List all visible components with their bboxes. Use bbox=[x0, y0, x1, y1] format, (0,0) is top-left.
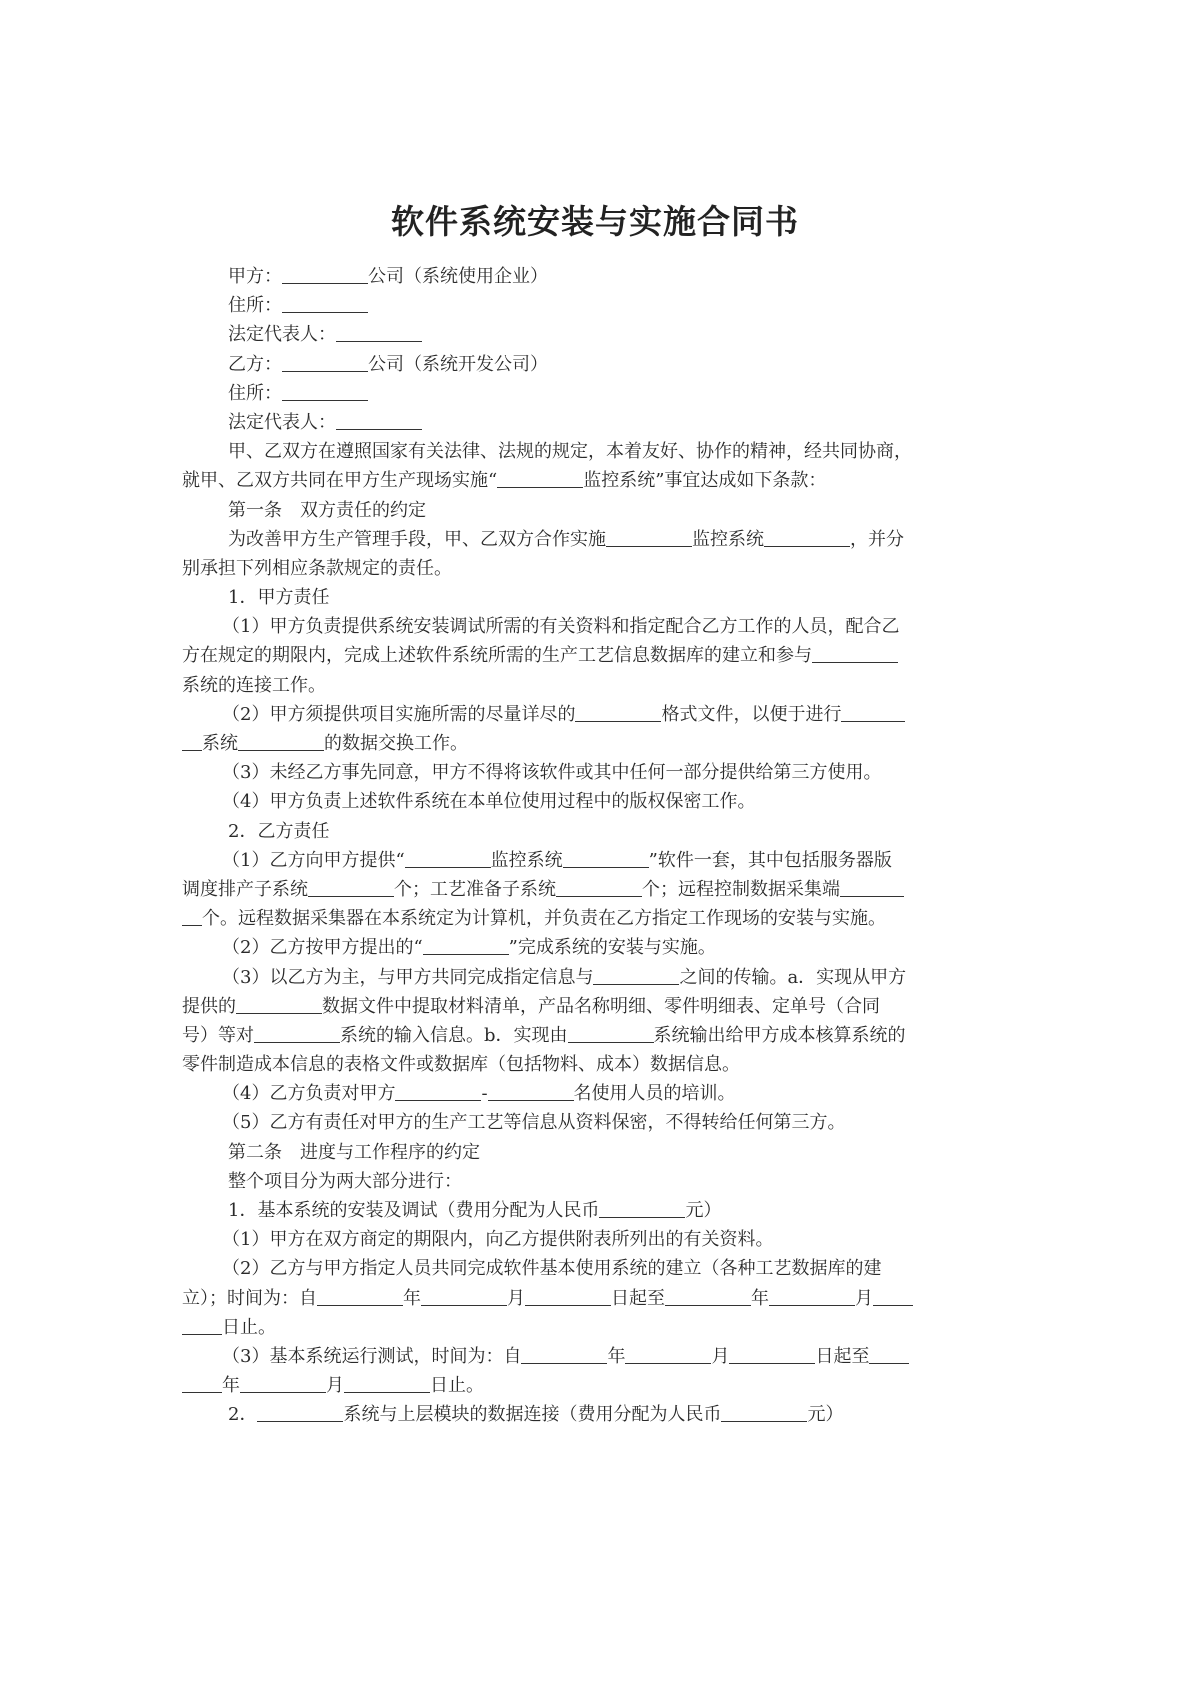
a1-line-3: 系统的连接工作。 bbox=[182, 674, 326, 696]
text: 之间的传输。a．实现从甲方 bbox=[679, 966, 907, 988]
blank-field[interactable] bbox=[254, 1025, 340, 1043]
text: 方在规定的期限内，完成上述软件系统所需的生产工艺信息数据库的建立和参与 bbox=[182, 645, 812, 667]
blank-field[interactable] bbox=[238, 733, 324, 751]
article-2-intro: 整个项目分为两大部分进行： bbox=[228, 1170, 462, 1192]
s1-item-2-line-2 bbox=[182, 1284, 1016, 1313]
blank-field[interactable] bbox=[344, 1375, 430, 1393]
a3: （3）未经乙方事先同意，甲方不得将该软件或其中任何一部分提供给第三方使用。 bbox=[222, 762, 882, 784]
blank-field[interactable] bbox=[521, 1346, 607, 1364]
text: 就甲、乙双方共同在甲方生产现场实施“ bbox=[182, 470, 498, 492]
a1-line-2 bbox=[182, 641, 1016, 670]
text: 日止。 bbox=[222, 1316, 276, 1338]
text: 的数据交换工作。 bbox=[324, 733, 468, 754]
blank-field[interactable] bbox=[282, 295, 368, 313]
article-1-intro-line-2: 别承担下列相应条款规定的责任。 bbox=[182, 557, 452, 579]
party-a-suffix: 公司（系统使用企业） bbox=[368, 266, 548, 287]
blank-field[interactable] bbox=[282, 266, 368, 284]
b5: （5）乙方有责任对甲方的生产工艺等信息从资料保密，不得转给任何第三方。 bbox=[222, 1112, 846, 1134]
party-a-address bbox=[182, 291, 1016, 320]
address-label: 住所： bbox=[228, 382, 282, 404]
representative-label: 法定代表人： bbox=[228, 324, 336, 346]
text: 月 bbox=[711, 1345, 730, 1367]
blank-field[interactable] bbox=[257, 1404, 343, 1422]
text: 系统 bbox=[202, 733, 238, 754]
party-b-label: 乙方： bbox=[228, 353, 282, 375]
text: 日起至 bbox=[611, 1287, 665, 1309]
document-title: 软件系统安装与实施合同书 bbox=[391, 202, 799, 241]
text: 个；工艺准备子系统 bbox=[394, 878, 556, 900]
article-title: 进度与工作程序的约定 bbox=[300, 1141, 480, 1163]
blank-field[interactable] bbox=[182, 1375, 222, 1393]
text: 个。远程数据采集器在本系统定为计算机，并负责在乙方指定工作现场的安装与实施。 bbox=[202, 908, 886, 930]
preamble-line-1: 甲、乙双方在遵照国家有关法律、法规的规定，本着友好、协作的精神，经共同协商， bbox=[228, 441, 912, 463]
article-number: 第一条 bbox=[228, 499, 282, 521]
text: 系统的输入信息。b．实现由 bbox=[340, 1024, 568, 1046]
text: 系统与上层模块的数据连接（费用分配为人民币 bbox=[343, 1404, 722, 1426]
text: （2）乙方按甲方提出的“ bbox=[222, 937, 423, 959]
blank-field[interactable] bbox=[240, 1375, 326, 1393]
text: 日起至 bbox=[815, 1345, 870, 1367]
b4 bbox=[182, 1079, 1016, 1108]
section-2-heading bbox=[182, 1400, 1016, 1429]
blank-field[interactable] bbox=[625, 1346, 711, 1364]
blank-field[interactable] bbox=[282, 383, 368, 401]
party-b-responsibility-heading: 2．乙方责任 bbox=[228, 820, 330, 842]
blank-field[interactable] bbox=[575, 704, 661, 722]
b3-line-4: 零件制造成本信息的表格文件或数据库（包括物料、成本）数据信息。 bbox=[182, 1054, 740, 1076]
blank-field[interactable] bbox=[282, 354, 368, 372]
s1-item-3-line-2 bbox=[182, 1371, 1016, 1400]
blank-field[interactable] bbox=[563, 850, 649, 868]
text: 月 bbox=[855, 1287, 873, 1309]
text: 年 bbox=[751, 1287, 769, 1309]
blank-field[interactable] bbox=[840, 879, 904, 897]
text: （3）基本系统运行测试，时间为：自 bbox=[222, 1345, 522, 1367]
a4: （4）甲方负责上述软件系统在本单位使用过程中的版权保密工作。 bbox=[222, 791, 756, 813]
representative-label: 法定代表人： bbox=[228, 411, 336, 433]
text: ，并分 bbox=[850, 528, 904, 550]
s1-item-3-line-1 bbox=[182, 1342, 1016, 1371]
text: 系统输出给甲方成本核算系统的 bbox=[653, 1024, 906, 1046]
text: 为改善甲方生产管理手段，甲、乙双方合作实施 bbox=[228, 528, 606, 550]
party-a-representative bbox=[182, 320, 1016, 349]
blank-field[interactable] bbox=[182, 908, 202, 926]
blank-field[interactable] bbox=[405, 850, 491, 868]
text: 监控系统”事宜达成如下条款： bbox=[583, 470, 827, 492]
text: 日止。 bbox=[430, 1375, 484, 1397]
b1-line-3 bbox=[182, 904, 1016, 933]
blank-field[interactable] bbox=[395, 1083, 481, 1101]
b3-line-2 bbox=[182, 992, 1016, 1021]
a2-line-1 bbox=[182, 700, 1016, 729]
text: 月 bbox=[507, 1287, 525, 1309]
b3-line-1 bbox=[182, 963, 1016, 992]
blank-field[interactable] bbox=[421, 1288, 507, 1306]
section-1-heading bbox=[182, 1196, 1016, 1225]
s1-item-1: （1）甲方在双方商定的期限内，向乙方提供附表所列出的有关资料。 bbox=[222, 1229, 774, 1251]
blank-field[interactable] bbox=[182, 733, 202, 751]
blank-field[interactable] bbox=[873, 1288, 913, 1306]
text: 年 bbox=[222, 1375, 240, 1397]
preamble-line-2 bbox=[182, 466, 1016, 495]
party-b-suffix: 公司（系统开发公司） bbox=[368, 353, 548, 375]
blank-field[interactable] bbox=[869, 1346, 909, 1364]
article-2-heading bbox=[182, 1138, 1016, 1167]
blank-field[interactable] bbox=[721, 1404, 807, 1422]
party-a-line bbox=[182, 262, 1016, 291]
blank-field[interactable] bbox=[729, 1346, 815, 1364]
blank-field[interactable] bbox=[606, 529, 692, 547]
text: （2）甲方须提供项目实施所需的尽量详尽的 bbox=[222, 703, 576, 725]
address-label: 住所： bbox=[228, 295, 282, 317]
text: 号）等对 bbox=[182, 1024, 254, 1046]
b1-line-1 bbox=[182, 846, 1016, 875]
b1-line-2 bbox=[182, 875, 1016, 904]
text: 个；远程控制数据采集端 bbox=[642, 878, 840, 900]
text: 数据文件中提取材料清单，产品名称明细、零件明细表、定单号（合同 bbox=[322, 995, 880, 1017]
s1-item-2-line-1: （2）乙方与甲方指定人员共同完成软件基本使用系统的建立（各种工艺数据库的建 bbox=[222, 1258, 882, 1280]
text: 月 bbox=[326, 1375, 344, 1397]
a1-line-1: （1）甲方负责提供系统安装调试所需的有关资料和指定配合乙方工作的人员，配合乙 bbox=[222, 616, 900, 638]
a2-line-2 bbox=[182, 729, 1016, 758]
blank-field[interactable] bbox=[568, 1025, 654, 1043]
s1-item-2-line-3 bbox=[182, 1313, 1016, 1342]
text: 元） bbox=[685, 1200, 722, 1221]
blank-field[interactable] bbox=[336, 412, 422, 430]
party-b-address bbox=[182, 379, 1016, 408]
text: 格式文件，以便于进行 bbox=[661, 703, 842, 725]
blank-field[interactable] bbox=[308, 879, 394, 897]
text: （1）乙方向甲方提供“ bbox=[222, 849, 405, 871]
text: 2． bbox=[228, 1404, 258, 1426]
text: 元） bbox=[807, 1404, 844, 1426]
blank-field[interactable] bbox=[812, 645, 898, 663]
blank-field[interactable] bbox=[182, 1317, 222, 1335]
b2 bbox=[182, 933, 1016, 962]
blank-field[interactable] bbox=[769, 1288, 855, 1306]
blank-field[interactable] bbox=[764, 529, 850, 547]
text: 提供的 bbox=[182, 995, 236, 1017]
text: 监控系统 bbox=[490, 849, 563, 871]
blank-field[interactable] bbox=[497, 470, 583, 488]
blank-field[interactable] bbox=[317, 1288, 403, 1306]
blank-field[interactable] bbox=[593, 967, 679, 985]
text: （4）乙方负责对甲方 bbox=[222, 1083, 396, 1105]
blank-field[interactable] bbox=[556, 879, 642, 897]
blank-field[interactable] bbox=[841, 704, 905, 722]
blank-field[interactable] bbox=[488, 1083, 574, 1101]
party-b-line bbox=[182, 350, 1016, 379]
text: 调度排产子系统 bbox=[182, 878, 308, 900]
article-1-heading bbox=[182, 496, 1016, 525]
text: 监控系统 bbox=[692, 528, 764, 550]
party-b-representative bbox=[182, 408, 1016, 437]
text: （3）以乙方为主，与甲方共同完成指定信息与 bbox=[222, 966, 594, 988]
article-number: 第二条 bbox=[228, 1141, 282, 1163]
b3-line-3 bbox=[182, 1021, 1016, 1050]
text: ”完成系统的安装与实施。 bbox=[508, 937, 716, 959]
party-a-responsibility-heading: 1．甲方责任 bbox=[228, 587, 330, 609]
text: 年 bbox=[403, 1287, 421, 1309]
blank-field[interactable] bbox=[336, 324, 422, 342]
blank-field[interactable] bbox=[665, 1288, 751, 1306]
text: 1．基本系统的安装及调试（费用分配为人民币 bbox=[228, 1200, 600, 1221]
text: 立）；时间为：自 bbox=[182, 1287, 317, 1309]
text: 年 bbox=[607, 1345, 626, 1367]
text: - bbox=[481, 1083, 488, 1105]
document-body bbox=[182, 262, 1016, 1430]
article-1-intro bbox=[182, 525, 1016, 554]
text: 名使用人员的培训。 bbox=[573, 1083, 736, 1105]
blank-field[interactable] bbox=[423, 937, 509, 955]
blank-field[interactable] bbox=[236, 996, 322, 1014]
text: ”软件一套，其中包括服务器版 bbox=[648, 849, 892, 871]
article-title: 双方责任的约定 bbox=[300, 499, 426, 521]
blank-field[interactable] bbox=[525, 1288, 611, 1306]
party-a-label: 甲方： bbox=[228, 266, 282, 287]
blank-field[interactable] bbox=[599, 1200, 685, 1218]
